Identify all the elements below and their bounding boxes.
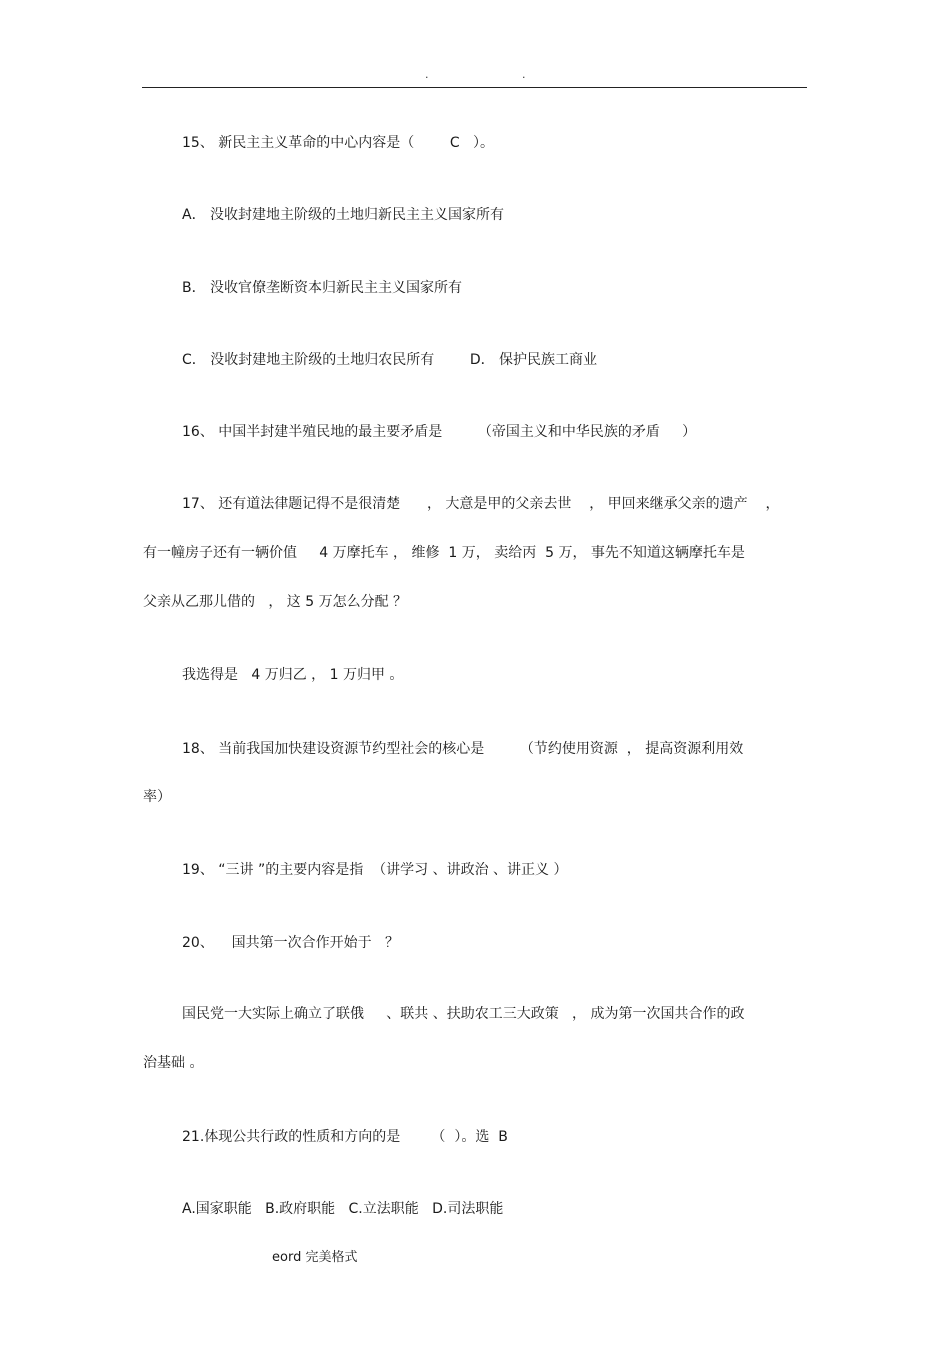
question-17-line-1: 17、 还有道法律题记得不是很清楚 ， 大意是甲的父亲去世 ， 甲回来继承父亲的遗产 ， [182,496,780,512]
question-20: 20、 国共第一次合作开始于 ？ [182,935,399,951]
q15-option-a: A． 没收封建地主阶级的土地归新民主主义国家所有 [182,207,505,223]
header-dot-left: . [425,68,429,81]
answer-17: 我选得是 4 万归乙 ， 1 万归甲 。 [182,667,404,683]
question-19: 19、 “三讲 ”的主要内容是指 （讲学习 、讲政治 、讲正义 ） [182,862,568,878]
answer-20-line-1: 国民党一大实际上确立了联俄 、联共 、扶助农工三大政策 ， 成为第一次国共合作的政 [182,1006,745,1022]
question-17-line-3: 父亲从乙那儿借的 ， 这 5 万怎么分配 ？ [143,594,408,610]
page-footer: eord 完美格式 [272,1250,358,1265]
answer-20-line-2: 治基础 。 [143,1055,204,1071]
question-18-line-1: 18、 当前我国加快建设资源节约型社会的核心是 （节约使用资源 ， 提高资源利用效 [182,741,744,757]
question-17-line-2: 有一幢房子还有一辆价值 4 万摩托车 ， 维修 1 万， 卖给丙 5 万， 事先不知道这辆摩托车是 [143,545,745,561]
q21-options: A.国家职能 B.政府职能 C.立法职能 D.司法职能 [182,1201,504,1217]
question-16: 16、 中国半封建半殖民地的最主要矛盾是 （帝国主义和中华民族的矛盾 ） [182,424,697,440]
header-rule [142,87,807,88]
question-18-line-2: 率） [143,789,171,805]
header-dot-right: . [522,68,526,81]
q15-option-b: B． 没收官僚垄断资本归新民主主义国家所有 [182,280,463,296]
question-21: 21.体现公共行政的性质和方向的是 （ ）。选 B [182,1129,508,1145]
question-15: 15、 新民主主义革命的中心内容是（ C ）。 [182,135,494,151]
q15-option-c-d: C． 没收封建地主阶级的土地归农民所有 D． 保护民族工商业 [182,352,598,368]
page-header [0,68,950,82]
